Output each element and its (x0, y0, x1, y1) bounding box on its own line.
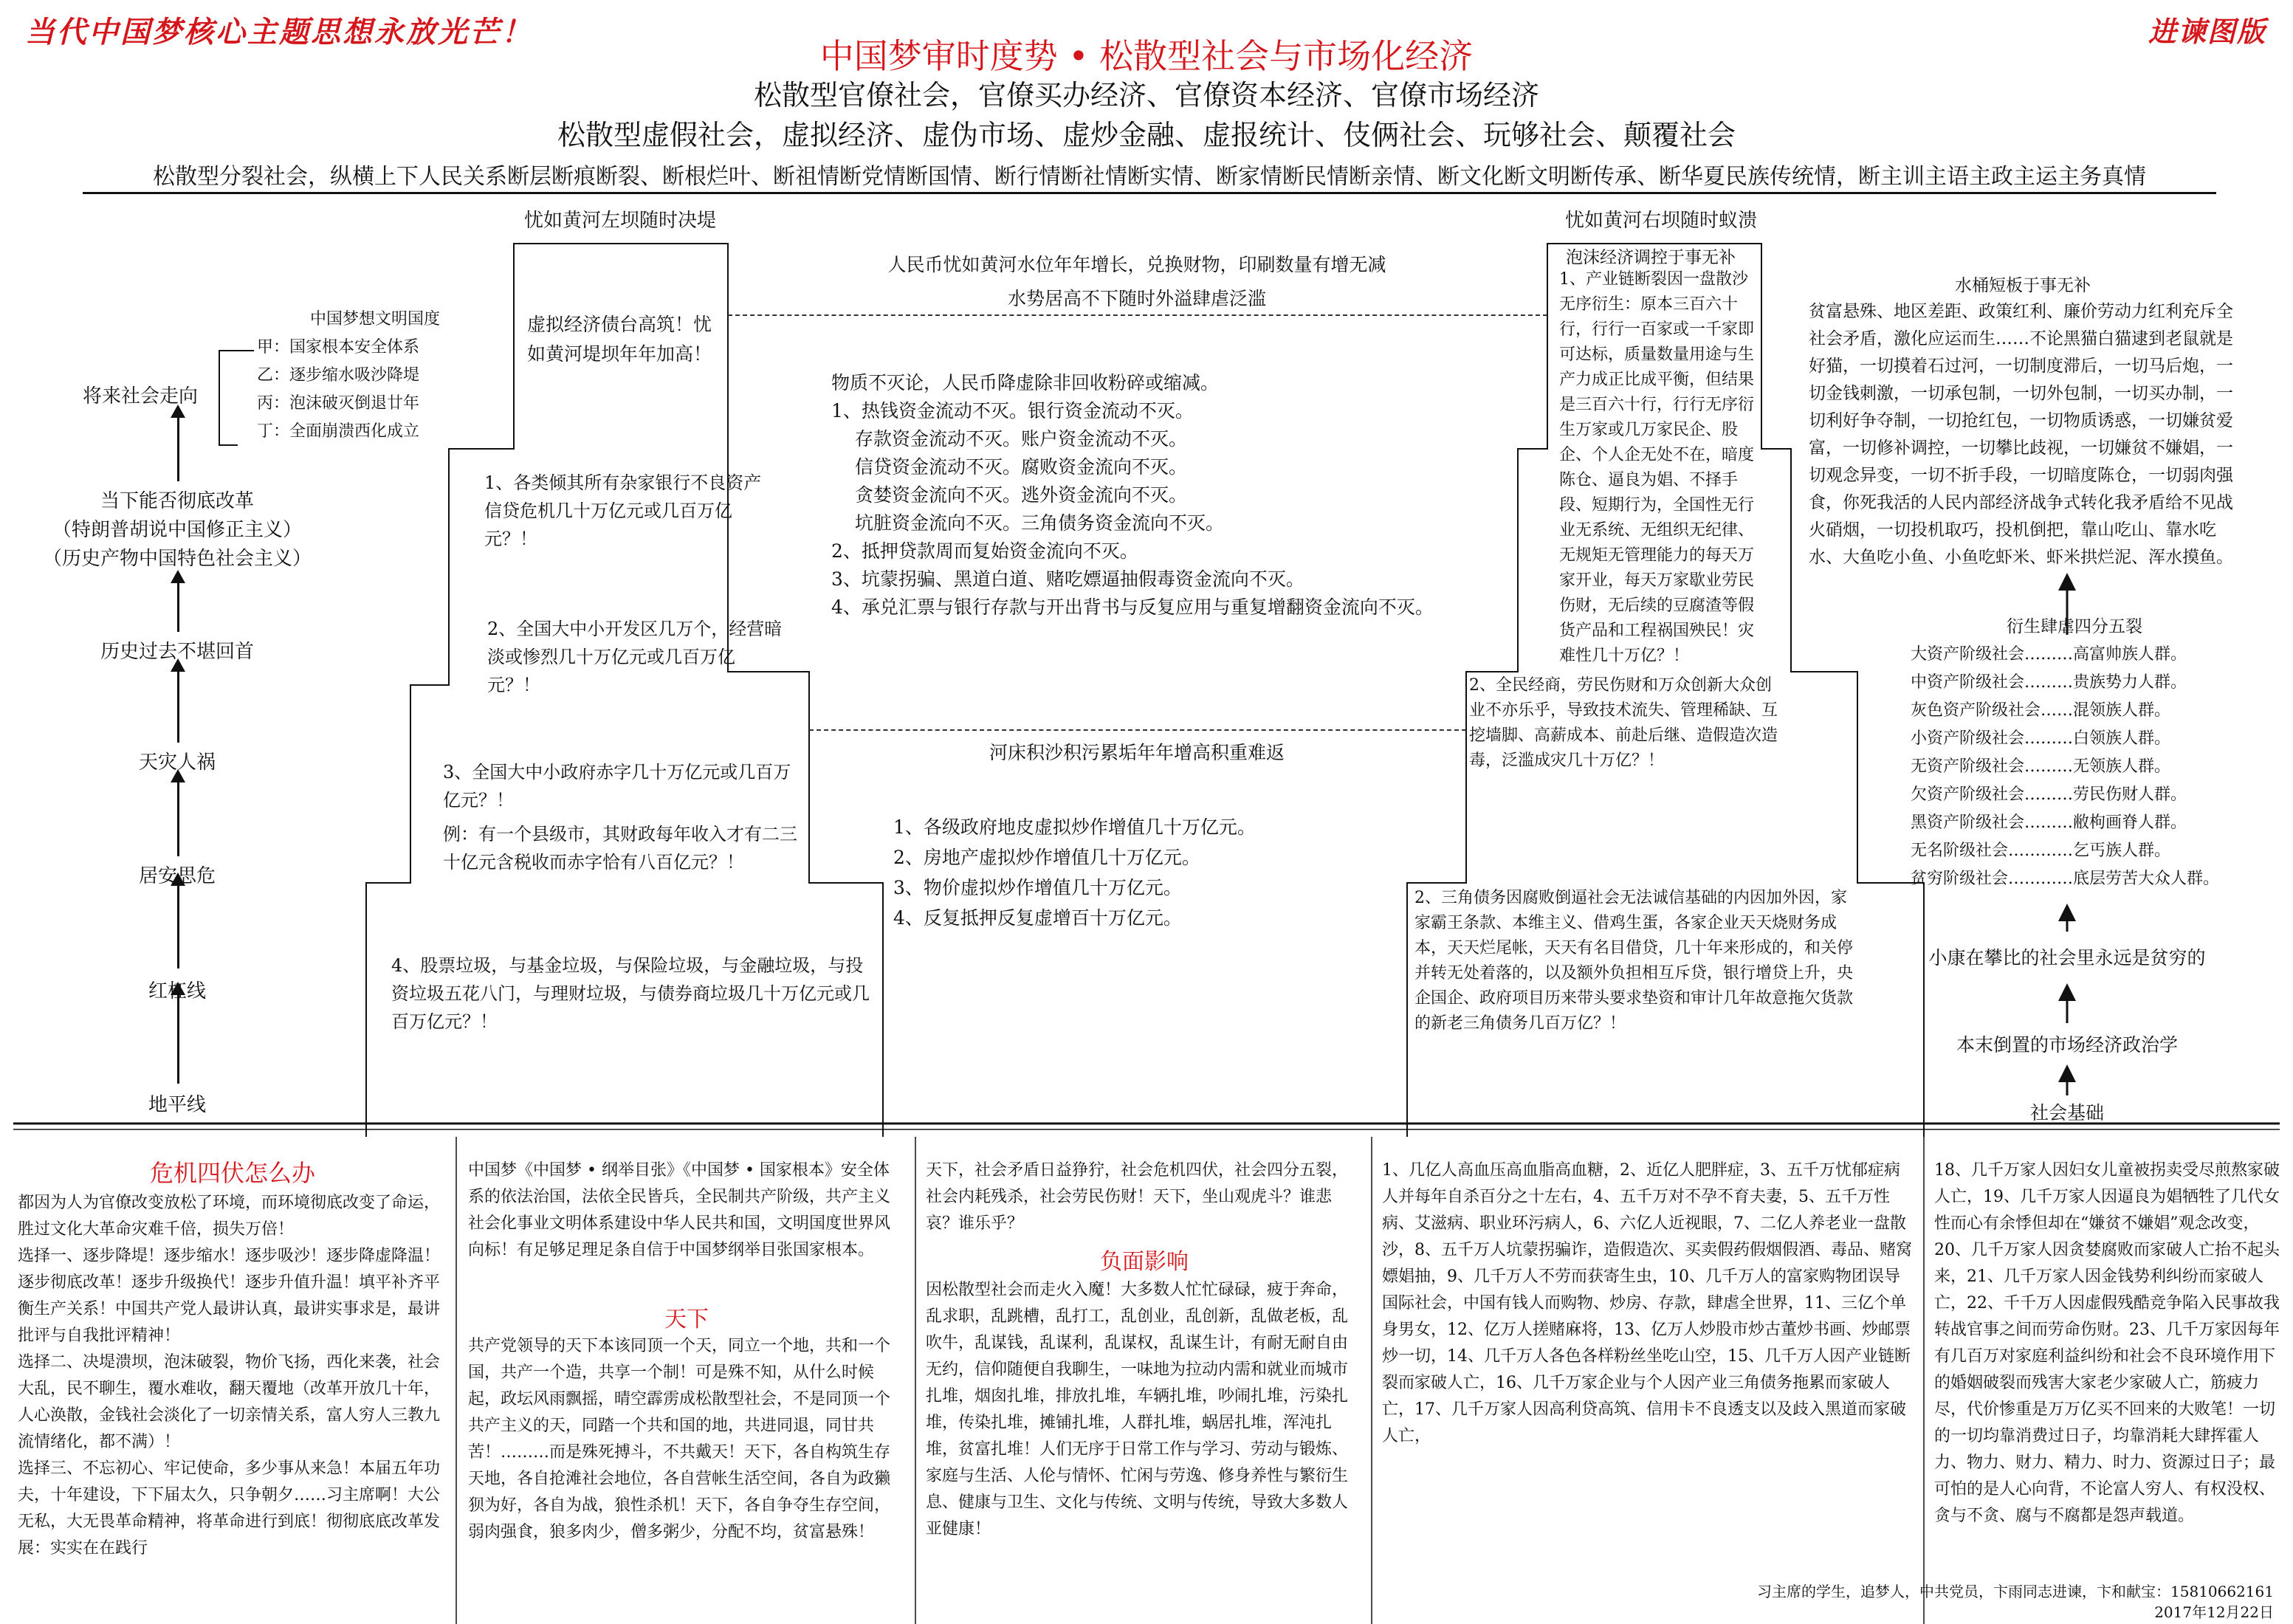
timeline-future: 将来社会走向 (82, 385, 198, 407)
ladder-3: 社会基础 (2029, 1102, 2104, 1124)
left-item-4: 4、股票垃圾，与基金垃圾，与保险垃圾，与金融垃圾，与投资垃圾五花八门，与理财垃圾，与债券商垃圾几十万亿元或几百万亿元？！ (391, 955, 870, 1032)
timeline-horizon: 地平线 (148, 1094, 206, 1116)
column2-text: 中国梦《中国梦 • 纲举目张》《中国梦 • 国家根本》安全体系的依法治国，法依全民皆兵，全民制共产阶级，共产主义社会化事业文明体系建设中华人民共和国，文明国度世界风向标！有足够足理足条自信于中国梦纲举目张国家根本。 (468, 1161, 891, 1259)
civilization-options: 中国梦想文明国度 甲：国家根本安全体系 乙：逐步缩水吸沙降堤 丙：泡沫破灭倒退廿年 丁：全面崩溃西化成立 (257, 310, 441, 441)
left-item-1: 1、各类倾其所有杂家银行不良资产信贷危机几十万亿元或几百万亿元？！ (484, 472, 762, 549)
subtitle-2: 松散型虚假社会，虚拟经济、虚伪市场、虚炒金融、虚报统计、伎俩社会、玩够社会、颠覆社会 (557, 119, 1736, 151)
left-item-3-example: 例：有一个县级市，其财政每年收入才有二三十亿元含税收而赤字恰有八百亿元？！ (443, 824, 797, 873)
left-item-2: 2、全国大中小开发区几万个，经营暗淡或惨烈几十万亿元或几百万亿元？！ (487, 619, 783, 695)
column4-text: 1、几亿人高血压高血脂高血糖，2、近亿人肥胖症，3、五千万忧郁症病人并每年自杀百分之十左右，4、五千万对不孕不育夫妻，5、五千万性病、艾滋病、职业环污病人，6、六亿人近视眼，7、二亿人养老业一盘散沙，8、五千万人坑蒙拐骗诈，造假造次、买卖假药假烟假酒、毒品、赌窝嫖娼抽，9、几千万人不劳而获寄生虫，10、几千万人的富家购物团误导国际社会，中国有钱人而购物、炒房、存款，肆虐全世界，11、三亿个单身男女，12、亿万人搓赌麻将，13、亿万人炒股市炒古董炒书画、炒邮票炒一切，14、几千万人各色各样粉丝坐吃山空，15、几千万人因产业链断裂而家破人亡，16、几千万家企业与个人因产业三角债务拖累而家破人亡，17、几千万家人因高利贷高筑、信用卡不良透支以及歧入黑道而家破人亡， (1382, 1161, 1912, 1445)
riverbed-line (809, 729, 1466, 731)
bucket-title: 水桶短板于事无补 (1955, 276, 2091, 295)
river-top: 人民币忧如黄河水位年年增长，兑换财物，印刷数量有增无减 水势居高不下随时外溢肆虐泛滥 (887, 254, 1386, 309)
list-item: 欠资产阶级社会………劳民伤财人群。 (1911, 785, 2187, 804)
footer-signature: 习主席的学生，追梦人，中共党员，卞雨同志进谏，卞和献宝：15810662161 (1757, 1583, 2274, 1600)
river-bottom: 1、各级政府地皮虚拟炒作增值几十万亿元。 2、房地产虚拟炒作增值几十万亿元。 3、物价虚拟炒作增值几十万亿元。 4、反复抵押反复虚增百十万亿元。 (893, 816, 1256, 929)
river-middle: 物质不灭论，人民币降虚除非回收粉碎或缩减。 1、热钱资金流动不灭。银行资金流动不灭。 存款资金流动不灭。账户资金流动不灭。 信贷资金流动不灭。腐败资金流向不灭。 贪婪资金流向不灭。逃外资金流向不灭。 坑脏资金流向不灭。三角债务资金流向不灭。 2、抵押贷款周而复始资金流向不灭。 3、坑蒙拐骗、黑道白道、赌吃嫖逼抽假毒资金流向不灭。 4、承兑汇票与银行存款与开出背书与反复应用与重复增翻资金流向不灭。 (831, 372, 1434, 618)
list-item: 无名阶级社会…………乞丐族人群。 (1911, 842, 2171, 860)
list-item: 大资产阶级社会………高富帅族人群。 (1911, 645, 2187, 664)
right-dam-label: 忧如黄河右坝随时蚁溃 (1564, 210, 1757, 232)
list-item: 中资产阶级社会………贵族势力人群。 (1911, 673, 2187, 692)
ladder-1: 小康在攀比的社会里永远是贫穷的 (1928, 947, 2206, 968)
timeline-vigilance: 居安思危 (138, 865, 216, 887)
dam-top-text: 虚拟经济债台高筑！忧如黄河堤坝年年加高！ (527, 314, 712, 365)
list-item: 灰色资产阶级社会……混领族人群。 (1911, 701, 2171, 720)
column2-title: 天下 (664, 1307, 709, 1332)
timeline-reform: 当下能否彻底改革 （特朗普胡说中国修正主义） （历史产物中国特色社会主义） (42, 490, 312, 570)
ladder-2: 本末倒置的市场经济政治学 (1956, 1034, 2178, 1056)
left-item-3: 3、全国大中小政府赤字几十万亿元或几百万亿元？！ (443, 762, 791, 811)
list-item: 贫穷阶级社会…………底层劳苦大众人群。 (1911, 870, 2220, 888)
left-dam-label: 忧如黄河左坝随时决堤 (523, 210, 716, 232)
column1-text: 都因为人为官僚改变放松了环境，而环境彻底改变了命运，胜过文化大革命灾难千倍，损失万倍！ 选择一、逐步降堤！逐步缩水！逐步吸沙！逐步降虚降温！逐步彻底改革！逐步升级换代！逐步升值升温！填平补齐平衡生产关系！中国共产党人最讲认真，最讲实事求是，最讲批评与自我批评精神！ 选择二、决堤溃坝，泡沫破裂，物价飞扬，西化来袭，社会大乱，民不聊生，覆水难收，翻天覆地（改革开放几十年，人心涣散，金钱社会淡化了一切亲情关系，富人穷人三教九流情绪化，都不满）！ 选择三、不忘初心、牢记使命，多少事从来急！本届五年功夫，十年建设，下下届太久，只争朝夕……习主席啊！大公无私，大无畏革命精神，将革命进行到底！彻彻底底改革发展：实实在在践行 (18, 1194, 441, 1558)
riverbed-label: 河床积沙积污累垢年年增高积重难返 (989, 742, 1285, 763)
subtitle-3: 松散型分裂社会，纵横上下人民关系断层断痕断裂、断根烂叶、断祖情断党情断国情、断行情断社情断实情、断家情断民情断亲情、断文化断文明断传承、断华夏民族传统情，断主训主语主政主运主务真情 (83, 158, 2216, 194)
page-title: 中国梦审时度势 • 松散型社会与市场化经济 (819, 36, 1474, 76)
right-dam-title: 泡沫经济调控于事无补 (1566, 248, 1736, 267)
column1-title: 危机四伏怎么办 (149, 1159, 315, 1187)
column3-title: 负面影响 (1100, 1249, 1189, 1275)
class-list (1911, 641, 2235, 893)
column5-text: 18、几千万家人因妇女儿童被拐卖受尽煎熬家破人亡，19、几千万家人因逼良为娼牺牲了几代女性而心有余悸但却在“嫌贫不嫌娼”观念改变，20、几千万家人因贪婪腐败而家破人亡抬不起头来，21、几千万家人因金钱势利纠纷而家破人亡，22、千千万人因虚假残酷竞争陷入民事故我转战官事之间而劳命伤财。23、几千万家因每年有几百万对家庭利益纠纷和社会不良环境作用下的婚姻破裂而残害大家老少家破人亡，筋疲力尽，代价惨重是万万亿买不回来的大败笔！一切的一切均靠消费过日子，均靠消耗大肆挥霍人力、物力、财力、精力、时力、资源过日子；最可怕的是人心向背，不论富人穷人、有权没权、贪与不贪、腐与不腐都是怨声载道。 (1934, 1161, 2280, 1525)
class-title: 衍生肆虐四分五裂 (2007, 617, 2142, 636)
subtitle-1: 松散型官僚社会，官僚买办经济、官僚资本经济、官僚市场经济 (753, 79, 1539, 111)
list-item: 无资产阶级社会………无领族人群。 (1911, 757, 2171, 776)
footer-date: 2017年12月22日 (2154, 1603, 2274, 1621)
edition-label: 进谏图版 (2148, 15, 2266, 48)
right-item-3: 2、三角债务因腐败倒逼社会无法诚信基础的内因加外因，家家霸王条款、本维主义、借鸡生蛋，各家企业天天烧财务成本，天天烂尾帐，天天有名目借贷，几十年来形成的，和关停并转无处着落的，以及额外负担相互斥贷，银行增贷上升，央企国企、政府项目历来带头要求垫资和审计几年故意拖欠货款的新老三角债务几百万亿？！ (1414, 889, 1854, 1033)
column3-text: 天下，社会矛盾日益狰狞，社会危机四伏，社会四分五裂，社会内耗残杀，社会劳民伤财！天下，坐山观虎斗？谁悲哀？谁乐乎？ (926, 1161, 1349, 1233)
right-item-2: 2、全民经商，劳民伤财和万众创新大众创业不亦乐乎，导致技术流失、管理稀缺、互挖墙脚、高薪成本、前赴后继、造假造次造毒，泛滥成灾几十万亿？！ (1469, 676, 1778, 770)
timeline-redline: 红杠线 (148, 980, 206, 1002)
slogan: 当代中国梦核心主题思想永放光芒！ (25, 15, 533, 49)
timeline-disasters: 天灾人祸 (138, 751, 216, 774)
bucket-text: 贫富悬殊、地区差距、政策红利、廉价劳动力红利充斥全社会矛盾，激化应运而生……不论黑猫白猫逮到老鼠就是好猫，一切摸着石过河，一切制度滞后，一切马后炮，一切金钱刺激，一切承包制，一切外包制，一切买办制，一切利好争夺制，一切抢红包，一切物质诱惑，一切嫌贫爱富，一切修补调控，一切攀比歧视，一切嫌贫不嫌娼，一切观念异变，一切不折手段，一切暗度陈仓，一切弱肉强食，你死我活的人民内部经济战争式转化我矛盾给不见战火硝烟，一切投机取巧，投机倒把，靠山吃山、靠水吃水、大鱼吃小鱼、小鱼吃虾米、虾米拱烂泥、浑水摸鱼。 (1809, 302, 2233, 567)
list-item: 小资产阶级社会………白领族人群。 (1911, 729, 2171, 748)
column2-text2: 共产党领导的天下本该同顶一个天，同立一个地，共和一个国，共产一个造，共享一个制！可是殊不知，从什么时候起，政坛风雨飘摇，晴空霹雳成松散型社会，不是同顶一个共产主义的天，同踏一个共和国的地，共进同退，同甘共苦！………而是殊死搏斗，不共戴天！天下，各自构筑生存天地，各自抢滩社会地位，各自营帐生活空间，各自为政獭狈为好，各自为战，狼性杀机！天下，各自争夺生存空间，弱肉强食，狼多肉少，僧多粥少，分配不均，贫富悬殊！ (468, 1337, 891, 1541)
right-item-1: 1、产业链断裂因一盘散沙无序衍生：原本三百六十行，行行一百家或一千家即可达标，质量数量用途与生产力成正比成平衡，但结果是三百六十行，行行无序衍生万家或几万家民企、股企、个人企无处不在，暗度陈仓、逼良为娼、不择手段、短期行为，全国性无行业无系统、无组织无纪律、无规矩无管理能力的每天万家开业，每天万家歇业劳民伤财，无后续的豆腐渣等假货产品和工程祸国殃民！灾难性几十万亿？！ (1559, 270, 1755, 665)
list-item: 黑资产阶级社会………敝枸画脊人群。 (1911, 813, 2187, 832)
timeline-history: 历史过去不堪回首 (100, 641, 254, 663)
column3-text2: 因松散型社会而走火入魔！大多数人忙忙碌碌，疲于奔命，乱求职，乱跳槽，乱打工，乱创业，乱创新，乱做老板，乱吹牛，乱谋钱，乱谋利，乱谋权，乱谋生计，有耐无耐自由无约，信仰随便自我聊生，一味地为拉动内需和就业而城市扎堆，烟囱扎堆，排放扎堆，车辆扎堆，吵闹扎堆，污染扎堆，传染扎堆，摊铺扎堆，人群扎堆，蜗居扎堆，浑沌扎堆，贫富扎堆！人们无序于日常工作与学习、劳动与锻炼、家庭与生活、人伦与情怀、忙闲与劳逸、修身养性与繁衍生息、健康与卫生、文化与传统、文明与传统，导致大多数人亚健康！ (926, 1281, 1349, 1538)
